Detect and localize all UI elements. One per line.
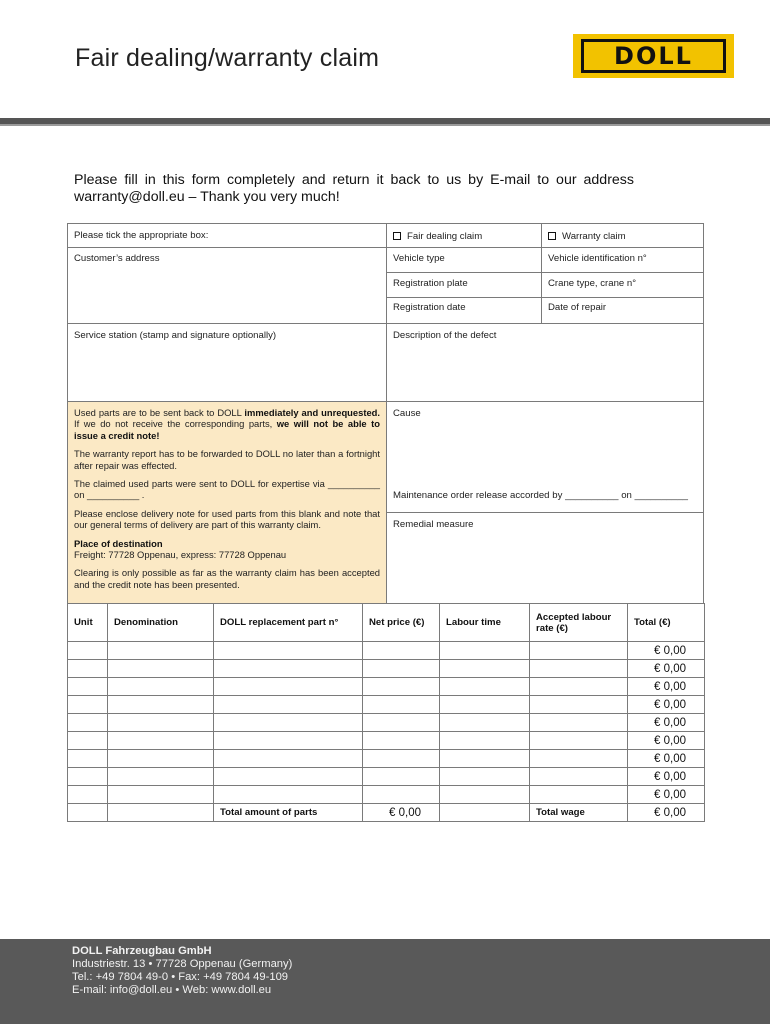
warranty-checkbox[interactable] [548, 232, 556, 240]
header-divider-light [0, 124, 770, 126]
crane-type-field[interactable]: Crane type, crane n° [548, 278, 637, 289]
service-station-field[interactable]: Service station (stamp and signature optionally) [74, 330, 277, 341]
description-field[interactable]: Description of the defect [393, 330, 497, 341]
logo-text: DOLL [581, 39, 726, 73]
table-row [68, 768, 705, 786]
warranty-option[interactable] [542, 227, 704, 246]
col-net-price: Net price (€) [363, 604, 440, 642]
table-row [68, 642, 705, 660]
vehicle-id-field[interactable]: Vehicle identification n° [548, 253, 647, 264]
fair-dealing-label: Fair dealing claim [407, 231, 483, 242]
table-row [68, 696, 705, 714]
row-total: € 0,00 [628, 696, 705, 714]
col-labour-time: Labour time [440, 604, 530, 642]
col-unit: Unit [68, 604, 108, 642]
form-rule [386, 512, 704, 513]
col-denomination: Denomination [108, 604, 214, 642]
intro-text: Please fill in this form completely and return it back to us by E-mail to our address warranty@doll.eu – Thank you very much! [74, 172, 634, 205]
registration-date-field[interactable]: Registration date [393, 302, 466, 313]
form-rule [67, 247, 704, 248]
table-row [68, 660, 705, 678]
notice-paragraph: Used parts are to be sent back to DOLL immediately and unrequested. If we do not receive the corresponding parts, we will not be able to issue a credit note! [74, 407, 380, 441]
table-row [68, 732, 705, 750]
notice-paragraph: The warranty report has to be forwarded to DOLL no later than a fortnight after repair was effected. [74, 448, 380, 471]
notice-paragraph: Please enclose delivery note for used parts from this blank and note that our general terms of delivery are part of this warranty claim. [74, 507, 380, 531]
footer-address: Industriestr. 13 • 77728 Oppenau (Germany) [72, 958, 293, 970]
footer-phone: Tel.: +49 7804 49-0 • Fax: +49 7804 49-109 [72, 971, 289, 983]
col-labour-rate: Accepted labour rate (€) [530, 604, 628, 642]
row-total: € 0,00 [628, 660, 705, 678]
col-part-number: DOLL replacement part n° [214, 604, 363, 642]
used-parts-notice [68, 402, 386, 604]
cause-field[interactable]: Cause [393, 408, 421, 419]
totals-row [68, 804, 705, 822]
form-rule [67, 323, 704, 324]
fair-dealing-checkbox[interactable] [393, 232, 401, 240]
row-total: € 0,00 [628, 750, 705, 768]
footer-company: DOLL Fahrzeugbau GmbH [72, 945, 212, 957]
footer [0, 939, 770, 1024]
remedial-measure-field[interactable]: Remedial measure [393, 519, 474, 530]
vehicle-type-field[interactable]: Vehicle type [393, 253, 445, 264]
form-rule [386, 272, 704, 273]
table-row [68, 678, 705, 696]
row-total: € 0,00 [628, 768, 705, 786]
customer-address-field[interactable]: Customer’s address [74, 253, 160, 264]
page-title: Fair dealing/warranty claim [75, 44, 380, 72]
total-wage-value: € 0,00 [628, 804, 705, 822]
table-row [68, 786, 705, 804]
row-total: € 0,00 [628, 714, 705, 732]
doll-logo [573, 34, 734, 78]
notice-paragraph: The claimed used parts were sent to DOLL for expertise via __________ on __________ . [74, 478, 380, 501]
registration-plate-field[interactable]: Registration plate [393, 278, 468, 289]
notice-paragraph: Clearing is only possible as far as the warranty claim has been accepted and the credit note has been presented. [74, 567, 380, 590]
parts-table [67, 603, 705, 822]
table-row [68, 750, 705, 768]
col-total: Total (€) [628, 604, 705, 642]
footer-contact: E-mail: info@doll.eu • Web: www.doll.eu [72, 984, 272, 996]
date-of-repair-field[interactable]: Date of repair [548, 302, 607, 313]
total-parts-label: Total amount of parts [214, 804, 363, 822]
fair-dealing-option[interactable] [387, 227, 541, 246]
row-total: € 0,00 [628, 786, 705, 804]
row-total: € 0,00 [628, 678, 705, 696]
table-row [68, 714, 705, 732]
row-total: € 0,00 [628, 732, 705, 750]
row-total: € 0,00 [628, 642, 705, 660]
maintenance-field[interactable]: Maintenance order release accorded by __________ on __________ [393, 490, 688, 501]
total-wage-label: Total wage [530, 804, 628, 822]
destination-block: Place of destination Freight: 77728 Oppenau, express: 77728 Oppenau [74, 537, 287, 561]
tick-label: Please tick the appropriate box: [74, 230, 209, 241]
table-header-row [68, 604, 705, 642]
total-parts-value: € 0,00 [363, 804, 440, 822]
warranty-label: Warranty claim [562, 231, 626, 242]
